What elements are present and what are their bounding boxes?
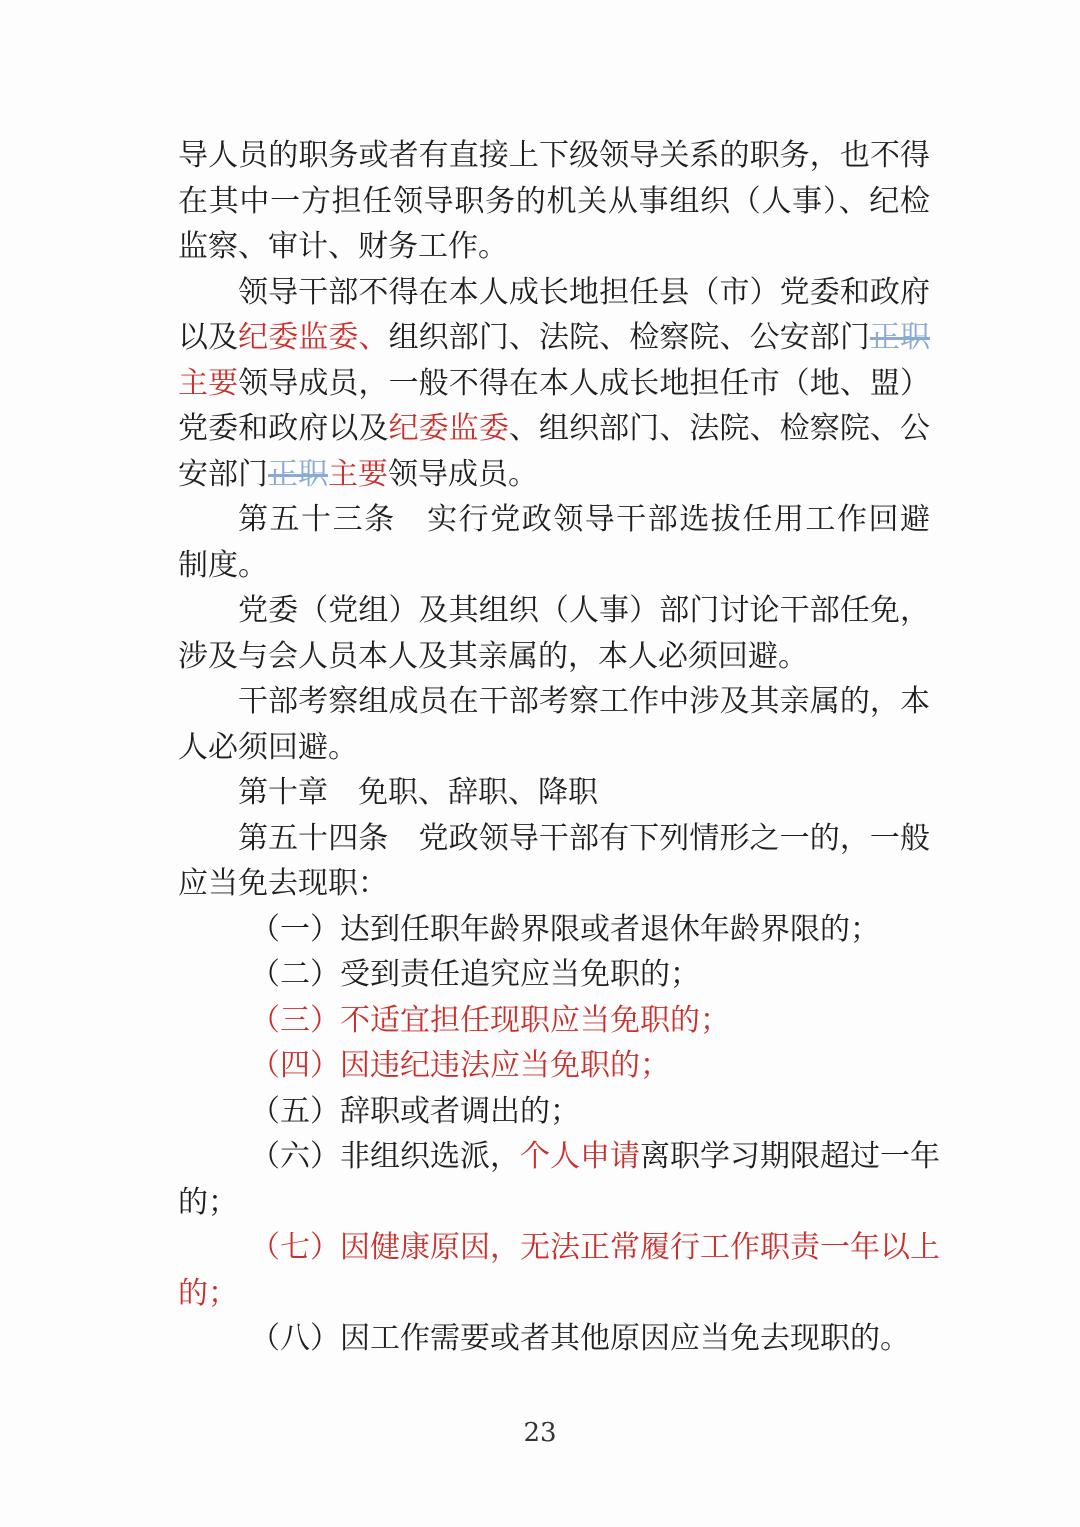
text-run: 导人员的职务或者有直接上下级领导关系的职务，也不得 [178, 138, 930, 173]
text-run: （二）受到责任追究应当免职的； [250, 957, 700, 992]
text-run: 领导成员，一般不得在本人成长地担任市（地、盟） [238, 365, 931, 401]
text-run: （八）因工作需要或者其他原因应当免去现职的。 [250, 1321, 910, 1356]
text-run: 的； [178, 1184, 238, 1220]
paragraph-line [178, 406, 930, 452]
paragraph-line [178, 497, 930, 543]
inserted-text: 主要 [178, 365, 239, 401]
list-item-line [178, 952, 930, 998]
text-run: 干部考察组成员在干部考察工作中涉及其亲属的，本 [238, 684, 930, 719]
list-item-line [178, 1180, 930, 1226]
paragraph-line [178, 861, 930, 907]
text-run: 领导成员。 [388, 456, 538, 492]
text-run: 领导干部不得在本人成长地担任县（市）党委和政府 [238, 274, 930, 310]
text-run: （六）非组织选派， [250, 1139, 520, 1174]
paragraph-line [178, 452, 930, 498]
text-run: 涉及与会人员本人及其亲属的，本人必须回避。 [178, 638, 808, 674]
paragraph-line [178, 315, 930, 361]
paragraph-line [178, 634, 930, 680]
inserted-text: 的； [178, 1275, 238, 1311]
paragraph-line [178, 270, 930, 316]
text-run: 、组织部门、法院、检察院、公 [508, 411, 931, 446]
text-run: 应当免去现职： [178, 866, 388, 901]
paragraph-line [178, 816, 930, 862]
inserted-text: （三）不适宜担任现职应当免职的； [250, 1002, 730, 1038]
paragraph-line [178, 361, 930, 407]
list-item-line [178, 1043, 930, 1089]
text-run: 组织部门、法院、检察院、公安部门 [388, 320, 870, 355]
text-run: 第五十四条 党政领导干部有下列情形之一的，一般 [238, 820, 930, 856]
list-item-line [178, 1089, 930, 1135]
inserted-text: 纪委监委 [388, 411, 509, 446]
list-item-line [178, 1225, 940, 1271]
document-body [178, 133, 940, 1362]
list-item-line [178, 998, 930, 1044]
paragraph-line [178, 543, 930, 589]
paragraph-line [178, 179, 930, 225]
text-run: 党委（党组）及其组织（人事）部门讨论干部任免， [238, 593, 930, 628]
paragraph-line [178, 679, 930, 725]
text-run: （一）达到任职年龄界限或者退休年龄界限的； [250, 911, 880, 947]
deleted-text: 正职 [268, 456, 328, 492]
paragraph-line [178, 588, 930, 634]
list-item-line [178, 1134, 940, 1180]
paragraph-line [178, 725, 930, 771]
inserted-text: 主要 [328, 456, 388, 492]
list-item-line [178, 1316, 930, 1362]
page-number: 23 [523, 1418, 557, 1448]
list-item-line [178, 1271, 930, 1317]
paragraph-line [178, 133, 930, 179]
text-run: 第五十三条 实行党政领导干部选拔任用工作回避 [238, 502, 930, 537]
text-run: （五）辞职或者调出的； [250, 1093, 580, 1129]
inserted-text: （七）因健康原因，无法正常履行工作职责一年以上 [250, 1230, 940, 1265]
text-run: 第十章 免职、辞职、降职 [238, 775, 598, 810]
paragraph-line [178, 770, 930, 816]
text-run: 制度。 [178, 547, 268, 583]
text-run: 党委和政府以及 [178, 411, 389, 446]
text-run: 以及 [178, 320, 239, 355]
inserted-text: 个人申请 [520, 1139, 640, 1174]
text-run: 人必须回避。 [178, 729, 358, 765]
inserted-text: （四）因违纪违法应当免职的； [250, 1048, 670, 1083]
inserted-text: 纪委监委、 [238, 320, 389, 355]
text-run: 监察、审计、财务工作。 [178, 229, 508, 264]
text-run: 离职学习期限超过一年 [640, 1139, 940, 1174]
paragraph-line [178, 224, 930, 270]
deleted-text: 正职 [869, 320, 931, 355]
text-run: 安部门 [178, 456, 268, 492]
list-item-line [178, 907, 930, 953]
text-run: 在其中一方担任领导职务的机关从事组织（人事）、纪检 [178, 183, 930, 219]
